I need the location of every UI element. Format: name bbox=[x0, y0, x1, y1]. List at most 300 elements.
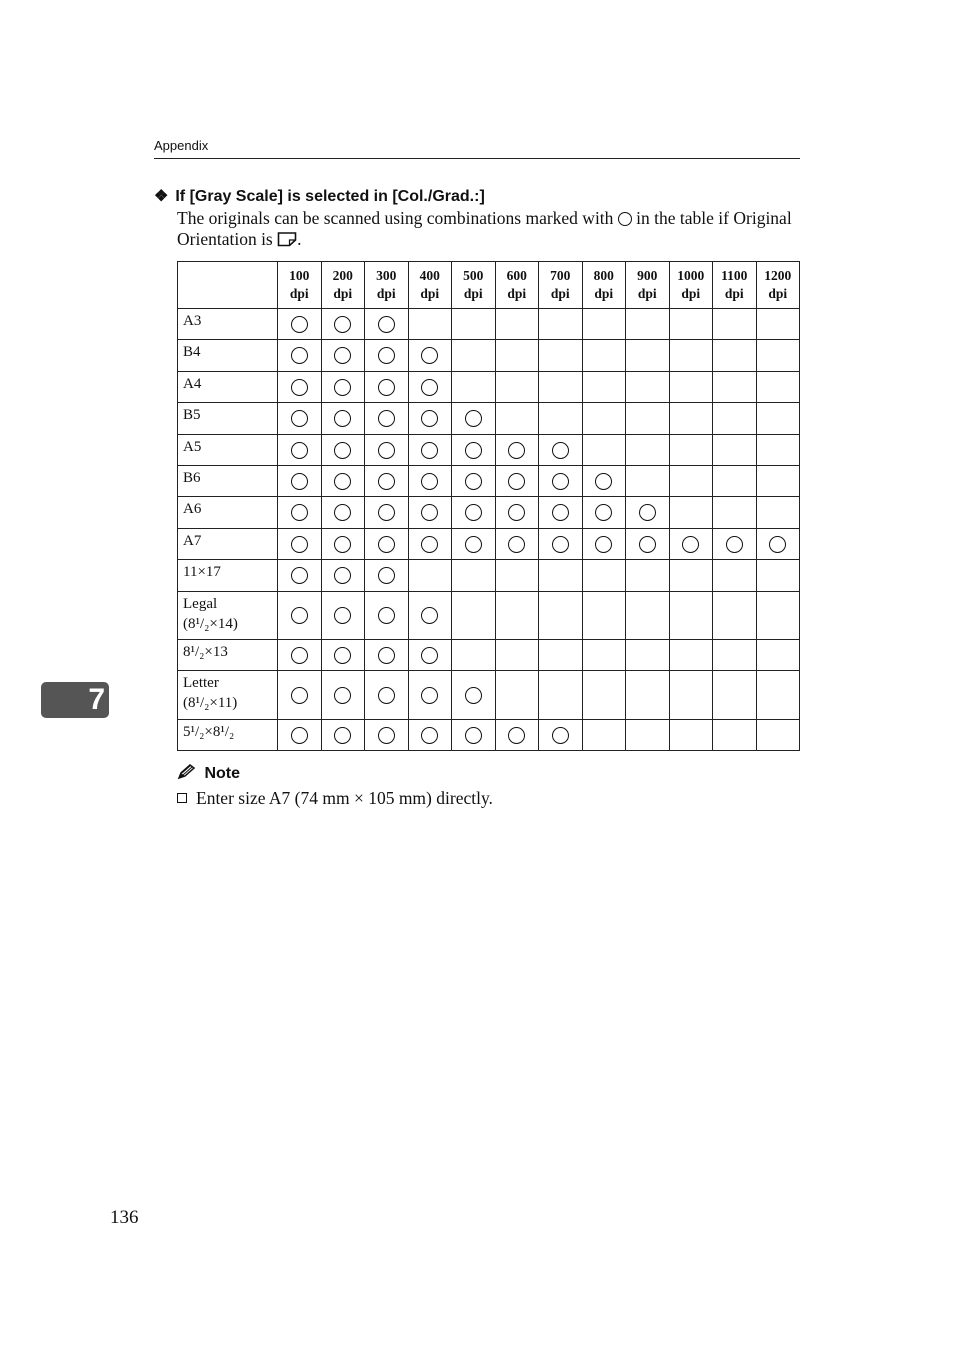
availability-cell bbox=[626, 640, 670, 671]
availability-cell bbox=[713, 640, 757, 671]
available-circle-icon bbox=[552, 504, 569, 521]
table-row bbox=[178, 340, 800, 371]
available-circle-icon bbox=[291, 442, 308, 459]
intro-text-1: The originals can be scanned using combinations marked with bbox=[177, 208, 614, 228]
availability-cell bbox=[582, 434, 626, 465]
availability-cell bbox=[278, 371, 322, 402]
dpi-header-400 bbox=[408, 262, 452, 309]
availability-cell bbox=[278, 560, 322, 591]
available-circle-icon bbox=[552, 442, 569, 459]
availability-cell bbox=[713, 434, 757, 465]
availability-cell bbox=[278, 340, 322, 371]
available-circle-icon bbox=[465, 410, 482, 427]
available-circle-icon bbox=[639, 536, 656, 553]
availability-cell bbox=[626, 591, 670, 640]
original-orientation-icon bbox=[277, 231, 297, 252]
availability-cell bbox=[278, 719, 322, 750]
availability-cell bbox=[669, 434, 713, 465]
availability-cell bbox=[452, 309, 496, 340]
note-item-text: Enter size A7 (74 mm × 105 mm) directly. bbox=[196, 788, 493, 808]
available-circle-icon bbox=[682, 536, 699, 553]
availability-cell bbox=[321, 640, 365, 671]
dpi-value: 900 bbox=[637, 268, 658, 283]
availability-cell bbox=[495, 497, 539, 528]
dpi-value: 1100 bbox=[721, 268, 748, 283]
availability-cell bbox=[365, 719, 409, 750]
availability-cell bbox=[452, 719, 496, 750]
available-circle-icon bbox=[421, 473, 438, 490]
corner-cell bbox=[178, 262, 278, 309]
availability-cell bbox=[321, 528, 365, 559]
availability-cell bbox=[452, 371, 496, 402]
paper-size-name: B4 bbox=[183, 344, 201, 361]
availability-cell bbox=[452, 340, 496, 371]
table-row bbox=[178, 403, 800, 434]
paper-size-name: A3 bbox=[183, 313, 202, 329]
availability-cell bbox=[669, 528, 713, 559]
available-circle-icon bbox=[291, 647, 308, 664]
available-circle-icon bbox=[595, 473, 612, 490]
table-row bbox=[178, 560, 800, 591]
availability-cell bbox=[669, 640, 713, 671]
availability-cell bbox=[713, 671, 757, 720]
availability-cell bbox=[365, 591, 409, 640]
available-circle-icon bbox=[334, 727, 351, 744]
available-circle-icon bbox=[378, 316, 395, 333]
availability-cell bbox=[408, 671, 452, 720]
available-circle-icon bbox=[552, 536, 569, 553]
available-circle-icon bbox=[508, 504, 525, 521]
dpi-header-600 bbox=[495, 262, 539, 309]
available-circle-icon bbox=[378, 567, 395, 584]
availability-cell bbox=[539, 497, 583, 528]
availability-cell bbox=[408, 719, 452, 750]
availability-cell bbox=[365, 560, 409, 591]
paper-size-name: 8¹/₂×13 bbox=[183, 644, 228, 661]
paper-size-label bbox=[178, 671, 278, 720]
available-circle-icon bbox=[378, 473, 395, 490]
note-heading bbox=[177, 764, 240, 783]
section-heading bbox=[154, 186, 485, 206]
availability-cell bbox=[582, 340, 626, 371]
availability-cell bbox=[713, 719, 757, 750]
availability-cell bbox=[626, 528, 670, 559]
available-circle-icon bbox=[421, 687, 438, 704]
pencil-icon bbox=[177, 765, 204, 782]
availability-cell bbox=[669, 403, 713, 434]
available-circle-icon bbox=[726, 536, 743, 553]
availability-cell bbox=[452, 434, 496, 465]
availability-cell bbox=[321, 465, 365, 496]
paper-size-name: Legal bbox=[183, 595, 218, 612]
paper-size-name: A7 bbox=[183, 532, 202, 549]
available-circle-icon bbox=[508, 727, 525, 744]
dpi-value: 200 bbox=[332, 268, 353, 283]
available-circle-icon bbox=[334, 442, 351, 459]
availability-cell bbox=[495, 309, 539, 340]
paper-size-name: Letter bbox=[183, 675, 219, 692]
availability-cell bbox=[626, 719, 670, 750]
availability-cell bbox=[278, 403, 322, 434]
table-row bbox=[178, 371, 800, 402]
availability-cell bbox=[365, 671, 409, 720]
availability-cell bbox=[756, 371, 800, 402]
availability-cell bbox=[539, 465, 583, 496]
dpi-value: 100 bbox=[289, 268, 310, 283]
availability-cell bbox=[278, 591, 322, 640]
availability-cell bbox=[539, 434, 583, 465]
available-circle-icon bbox=[291, 316, 308, 333]
available-circle-icon bbox=[334, 504, 351, 521]
available-circle-icon bbox=[421, 607, 438, 624]
availability-cell bbox=[408, 591, 452, 640]
available-circle-icon bbox=[421, 347, 438, 364]
availability-cell bbox=[539, 671, 583, 720]
availability-cell bbox=[321, 591, 365, 640]
availability-cell bbox=[669, 671, 713, 720]
table-row bbox=[178, 528, 800, 559]
available-circle-icon bbox=[334, 410, 351, 427]
availability-cell bbox=[495, 671, 539, 720]
available-circle-icon bbox=[378, 607, 395, 624]
table-row bbox=[178, 434, 800, 465]
dpi-header-500 bbox=[452, 262, 496, 309]
available-circle-icon bbox=[465, 536, 482, 553]
available-circle-icon bbox=[465, 473, 482, 490]
dpi-header-300 bbox=[365, 262, 409, 309]
availability-cell bbox=[539, 719, 583, 750]
available-circle-icon bbox=[465, 442, 482, 459]
section-heading-text: If [Gray Scale] is selected in [Col./Grad.:] bbox=[175, 188, 485, 205]
availability-cell bbox=[669, 497, 713, 528]
paper-size-name: A6 bbox=[183, 501, 202, 518]
dpi-unit: dpi bbox=[289, 286, 309, 301]
dpi-header-100 bbox=[278, 262, 322, 309]
availability-cell bbox=[539, 591, 583, 640]
availability-cell bbox=[626, 434, 670, 465]
available-circle-icon bbox=[291, 536, 308, 553]
availability-cell bbox=[626, 465, 670, 496]
availability-cell bbox=[452, 640, 496, 671]
available-circle-icon bbox=[291, 410, 308, 427]
availability-cell bbox=[582, 497, 626, 528]
available-circle-icon bbox=[378, 727, 395, 744]
availability-cell bbox=[278, 671, 322, 720]
availability-cell bbox=[452, 403, 496, 434]
checkbox-bullet-icon bbox=[177, 793, 187, 803]
dpi-header-800 bbox=[582, 262, 626, 309]
paper-size-label bbox=[178, 591, 278, 640]
availability-cell bbox=[495, 640, 539, 671]
paper-size-name: 5¹/₂×8¹/₂ bbox=[183, 723, 235, 740]
table-row bbox=[178, 591, 800, 640]
dpi-unit: dpi bbox=[420, 286, 440, 301]
available-circle-icon bbox=[421, 536, 438, 553]
available-circle-icon bbox=[465, 687, 482, 704]
dpi-value: 1000 bbox=[677, 268, 705, 283]
available-circle-icon bbox=[291, 379, 308, 396]
available-circle-icon bbox=[334, 536, 351, 553]
dpi-unit: dpi bbox=[768, 286, 788, 301]
availability-cell bbox=[408, 434, 452, 465]
available-circle-icon bbox=[769, 536, 786, 553]
available-circle-icon bbox=[334, 379, 351, 396]
paper-size-dimensions: (8¹/₂×11) bbox=[183, 695, 238, 712]
available-circle-icon bbox=[508, 442, 525, 459]
available-circle-icon bbox=[291, 687, 308, 704]
availability-cell bbox=[582, 591, 626, 640]
availability-cell bbox=[756, 309, 800, 340]
dpi-value: 800 bbox=[593, 268, 614, 283]
availability-cell bbox=[495, 591, 539, 640]
dpi-value: 300 bbox=[376, 268, 397, 283]
running-header: Appendix bbox=[154, 138, 209, 153]
resolution-size-table bbox=[177, 261, 800, 751]
available-circle-icon bbox=[291, 473, 308, 490]
table-row bbox=[178, 309, 800, 340]
availability-cell bbox=[452, 591, 496, 640]
available-circle-icon bbox=[639, 504, 656, 521]
availability-cell bbox=[582, 403, 626, 434]
note-title: Note bbox=[204, 765, 241, 782]
availability-cell bbox=[582, 560, 626, 591]
paper-size-name: B6 bbox=[183, 469, 201, 486]
availability-cell bbox=[669, 309, 713, 340]
availability-cell bbox=[408, 528, 452, 559]
table-row bbox=[178, 671, 800, 720]
dpi-header-1100 bbox=[713, 262, 757, 309]
chapter-tab: 7 bbox=[41, 682, 109, 718]
available-circle-icon bbox=[508, 536, 525, 553]
availability-cell bbox=[408, 340, 452, 371]
availability-cell bbox=[756, 671, 800, 720]
intro-paragraph bbox=[177, 208, 800, 252]
availability-cell bbox=[408, 371, 452, 402]
availability-cell bbox=[713, 560, 757, 591]
availability-cell bbox=[539, 528, 583, 559]
available-circle-icon bbox=[595, 504, 612, 521]
available-circle-icon bbox=[291, 504, 308, 521]
availability-cell bbox=[539, 403, 583, 434]
availability-cell bbox=[365, 640, 409, 671]
availability-cell bbox=[582, 465, 626, 496]
paper-size-label bbox=[178, 371, 278, 402]
availability-cell bbox=[452, 497, 496, 528]
available-circle-icon bbox=[378, 442, 395, 459]
availability-cell bbox=[626, 340, 670, 371]
availability-cell bbox=[756, 591, 800, 640]
available-circle-icon bbox=[421, 442, 438, 459]
availability-cell bbox=[495, 719, 539, 750]
availability-cell bbox=[321, 719, 365, 750]
availability-cell bbox=[365, 371, 409, 402]
availability-cell bbox=[452, 671, 496, 720]
dpi-header-1200 bbox=[756, 262, 800, 309]
availability-cell bbox=[321, 403, 365, 434]
table-row bbox=[178, 497, 800, 528]
availability-cell bbox=[756, 403, 800, 434]
availability-cell bbox=[321, 434, 365, 465]
dpi-value: 700 bbox=[550, 268, 571, 283]
available-circle-icon bbox=[465, 727, 482, 744]
header-rule bbox=[154, 158, 800, 159]
paper-size-label bbox=[178, 719, 278, 750]
availability-cell bbox=[669, 719, 713, 750]
size-rows bbox=[178, 309, 800, 751]
availability-cell bbox=[408, 309, 452, 340]
availability-cell bbox=[669, 340, 713, 371]
availability-cell bbox=[669, 560, 713, 591]
dpi-unit: dpi bbox=[463, 286, 483, 301]
availability-cell bbox=[278, 465, 322, 496]
availability-cell bbox=[756, 528, 800, 559]
available-circle-icon bbox=[334, 607, 351, 624]
availability-cell bbox=[713, 591, 757, 640]
available-circle-icon bbox=[334, 347, 351, 364]
dpi-unit: dpi bbox=[333, 286, 353, 301]
dpi-value: 600 bbox=[506, 268, 527, 283]
availability-cell bbox=[321, 309, 365, 340]
availability-cell bbox=[408, 560, 452, 591]
dpi-value: 400 bbox=[419, 268, 440, 283]
paper-size-label bbox=[178, 340, 278, 371]
table-row bbox=[178, 640, 800, 671]
paper-size-label bbox=[178, 309, 278, 340]
available-circle-icon bbox=[552, 473, 569, 490]
availability-cell bbox=[539, 309, 583, 340]
availability-cell bbox=[756, 719, 800, 750]
availability-cell bbox=[495, 465, 539, 496]
availability-cell bbox=[452, 560, 496, 591]
dpi-header-200 bbox=[321, 262, 365, 309]
availability-cell bbox=[582, 719, 626, 750]
available-circle-icon bbox=[421, 410, 438, 427]
available-circle-icon bbox=[378, 687, 395, 704]
availability-cell bbox=[408, 640, 452, 671]
availability-cell bbox=[495, 434, 539, 465]
paper-size-dimensions: (8¹/₂×14) bbox=[183, 615, 238, 632]
paper-size-label bbox=[178, 403, 278, 434]
availability-cell bbox=[756, 497, 800, 528]
dpi-header-1000 bbox=[669, 262, 713, 309]
available-circle-icon bbox=[334, 473, 351, 490]
intro-text-2: in the table if Original Orientation is bbox=[177, 208, 792, 249]
paper-size-label bbox=[178, 528, 278, 559]
paper-size-label bbox=[178, 434, 278, 465]
paper-size-name: 11×17 bbox=[183, 564, 221, 581]
availability-cell bbox=[278, 309, 322, 340]
availability-cell bbox=[539, 560, 583, 591]
availability-cell bbox=[669, 371, 713, 402]
availability-cell bbox=[278, 528, 322, 559]
paper-size-label bbox=[178, 465, 278, 496]
availability-cell bbox=[756, 640, 800, 671]
availability-cell bbox=[626, 497, 670, 528]
dpi-header-row bbox=[178, 262, 800, 309]
dpi-header-900 bbox=[626, 262, 670, 309]
available-circle-icon bbox=[421, 504, 438, 521]
availability-cell bbox=[756, 340, 800, 371]
available-circle-icon bbox=[378, 647, 395, 664]
available-circle-icon bbox=[334, 567, 351, 584]
availability-cell bbox=[756, 465, 800, 496]
available-circle-icon bbox=[421, 379, 438, 396]
dpi-unit: dpi bbox=[507, 286, 527, 301]
available-circle-icon bbox=[378, 536, 395, 553]
availability-cell bbox=[365, 309, 409, 340]
availability-cell bbox=[582, 528, 626, 559]
available-circle-icon bbox=[334, 687, 351, 704]
availability-cell bbox=[539, 640, 583, 671]
dpi-value: 1200 bbox=[764, 268, 792, 283]
paper-size-name: A4 bbox=[183, 375, 202, 392]
availability-cell bbox=[278, 434, 322, 465]
available-circle-icon bbox=[291, 727, 308, 744]
paper-size-name: B5 bbox=[183, 407, 201, 424]
availability-cell bbox=[713, 309, 757, 340]
available-circle-icon bbox=[378, 347, 395, 364]
availability-cell bbox=[452, 528, 496, 559]
available-circle-icon bbox=[334, 316, 351, 333]
availability-cell bbox=[365, 434, 409, 465]
availability-cell bbox=[582, 309, 626, 340]
availability-cell bbox=[713, 371, 757, 402]
availability-cell bbox=[321, 340, 365, 371]
available-circle-icon bbox=[291, 347, 308, 364]
page-number: 136 bbox=[110, 1207, 139, 1228]
availability-cell bbox=[495, 528, 539, 559]
paper-size-label bbox=[178, 640, 278, 671]
availability-cell bbox=[713, 465, 757, 496]
availability-cell bbox=[626, 371, 670, 402]
availability-cell bbox=[539, 371, 583, 402]
available-circle-icon bbox=[291, 567, 308, 584]
available-circle-icon bbox=[334, 647, 351, 664]
availability-cell bbox=[539, 340, 583, 371]
availability-cell bbox=[452, 465, 496, 496]
dpi-unit: dpi bbox=[376, 286, 396, 301]
dpi-value: 500 bbox=[463, 268, 484, 283]
dpi-unit: dpi bbox=[550, 286, 570, 301]
availability-cell bbox=[756, 560, 800, 591]
availability-cell bbox=[582, 671, 626, 720]
availability-cell bbox=[495, 560, 539, 591]
availability-cell bbox=[713, 403, 757, 434]
availability-cell bbox=[582, 371, 626, 402]
intro-text-3: . bbox=[297, 229, 302, 249]
availability-cell bbox=[756, 434, 800, 465]
availability-cell bbox=[495, 371, 539, 402]
availability-cell bbox=[713, 340, 757, 371]
note-item bbox=[177, 788, 493, 809]
table-row bbox=[178, 719, 800, 750]
paper-size-label bbox=[178, 560, 278, 591]
availability-cell bbox=[713, 528, 757, 559]
availability-cell bbox=[669, 591, 713, 640]
available-circle-icon bbox=[508, 473, 525, 490]
dpi-unit: dpi bbox=[724, 286, 744, 301]
availability-cell bbox=[713, 497, 757, 528]
table-row bbox=[178, 465, 800, 496]
availability-cell bbox=[365, 465, 409, 496]
availability-cell bbox=[626, 309, 670, 340]
available-circle-icon bbox=[378, 379, 395, 396]
availability-cell bbox=[365, 497, 409, 528]
circle-mark-icon bbox=[618, 212, 632, 226]
available-circle-icon bbox=[378, 410, 395, 427]
availability-cell bbox=[321, 371, 365, 402]
availability-cell bbox=[626, 403, 670, 434]
